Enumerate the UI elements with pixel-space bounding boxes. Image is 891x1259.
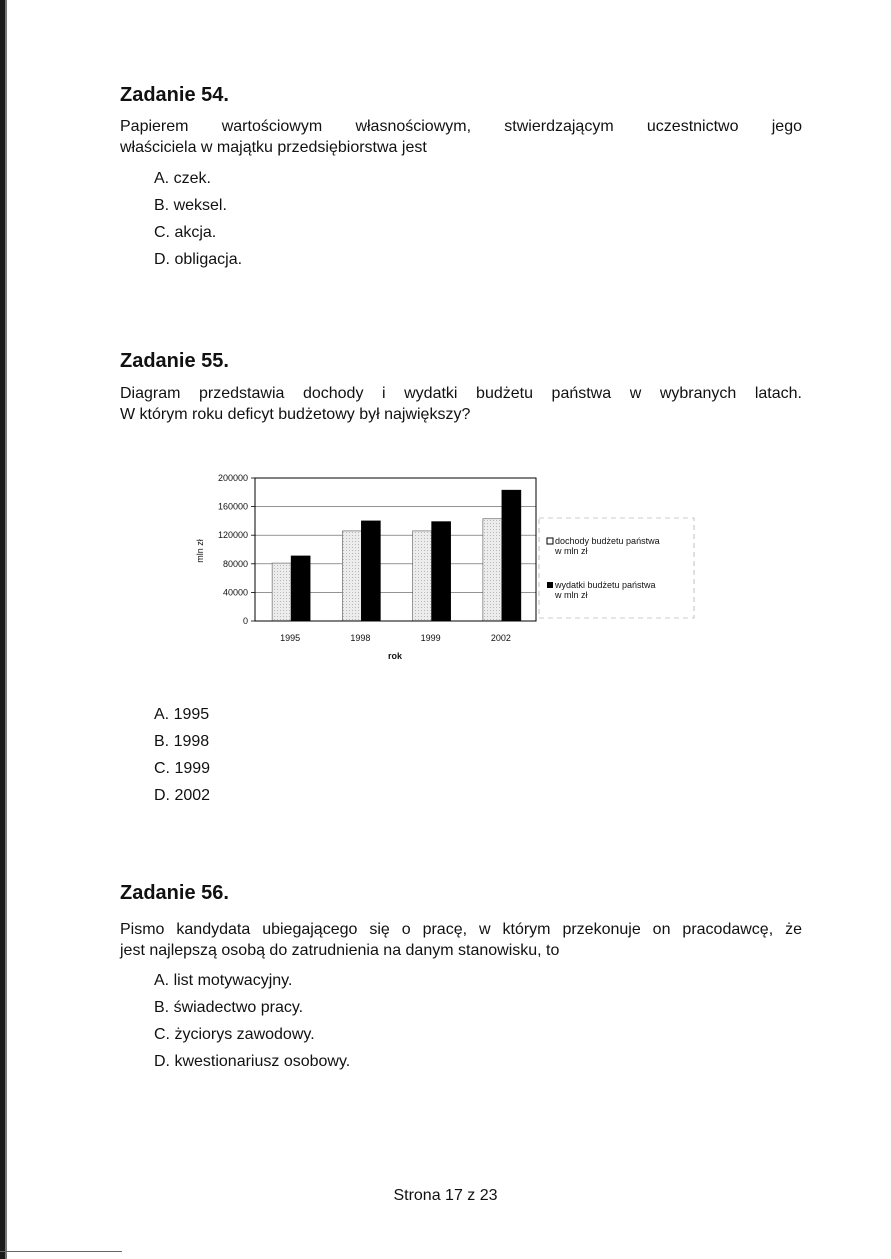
task-55-question-line-1: Diagram przedstawia dochody i wydatki budżetu państwa w wybranych latach. <box>120 385 802 402</box>
task-56-question-line-1: Pismo kandydata ubiegającego się o pracę, w którym przekonuje on pracodawcę, że <box>120 921 802 938</box>
legend-income-line-1: dochody budżetu państwa <box>555 536 660 546</box>
legend-income-line-2: w mln zł <box>555 546 588 556</box>
task-54-option-a[interactable]: A. czek. <box>154 170 211 187</box>
task-55-option-d[interactable]: D. 2002 <box>154 787 211 804</box>
bar-expenses-1995 <box>291 556 310 621</box>
chart-legend <box>539 518 694 618</box>
task-54-question <box>120 116 802 158</box>
bar-income-1998 <box>342 531 361 621</box>
chart-x-axis-label: rok <box>387 651 403 661</box>
y-tick-label: 40000 <box>222 587 248 598</box>
task-54-option-c[interactable]: C. akcja. <box>154 224 217 241</box>
task-54-title: Zadanie 54. <box>120 84 229 106</box>
task-56-option-c[interactable]: C. życiorys zawodowy. <box>154 1026 315 1043</box>
task-54-options <box>154 165 242 273</box>
x-tick-label: 1995 <box>280 633 301 643</box>
bar-income-1999 <box>413 531 432 621</box>
page-number: Strona 17 z 23 <box>393 1187 498 1204</box>
y-tick-label: 120000 <box>217 530 248 541</box>
bar-expenses-2002 <box>502 490 521 621</box>
task-55-question <box>120 383 802 425</box>
task-56-option-d[interactable]: D. kwestionariusz osobowy. <box>154 1053 351 1070</box>
chart-y-ticks <box>218 473 255 626</box>
task-54-option-d[interactable]: D. obligacja. <box>154 251 243 268</box>
task-54-question-line-1: Papierem wartościowym własnościowym, stwierdzającym uczestnictwo jego <box>120 118 802 135</box>
budget-chart <box>190 466 710 676</box>
y-tick-label: 200000 <box>217 473 248 483</box>
chart-x-ticks <box>280 633 511 643</box>
task-56-title: Zadanie 56. <box>120 882 229 904</box>
task-56-option-a[interactable]: A. list motywacyjny. <box>154 972 293 989</box>
task-56-question-line-2: jest najlepszą osobą do zatrudnienia na danym stanowisku, to <box>120 942 560 959</box>
chart-bars <box>272 490 521 621</box>
task-55-options <box>154 701 210 809</box>
y-tick-label: 80000 <box>222 558 248 569</box>
task-56-question <box>120 919 802 961</box>
task-55-option-b[interactable]: B. 1998 <box>154 733 210 750</box>
task-55-title: Zadanie 55. <box>120 350 229 372</box>
y-tick-label: 160000 <box>217 501 248 512</box>
bar-income-2002 <box>483 519 502 621</box>
task-55-question-line-2: W którym roku deficyt budżetowy był największy? <box>120 406 471 423</box>
task-55-option-c[interactable]: C. 1999 <box>154 760 211 777</box>
scan-edge-shade <box>5 0 7 1259</box>
legend-swatch-expenses <box>547 582 553 588</box>
legend-swatch-income <box>547 538 553 544</box>
task-55-option-a[interactable]: A. 1995 <box>154 706 210 723</box>
x-tick-label: 1999 <box>420 633 441 643</box>
task-54-question-line-2: właściciela w majątku przedsiębiorstwa jest <box>120 139 427 156</box>
task-56-option-b[interactable]: B. świadectwo pracy. <box>154 999 304 1016</box>
bar-expenses-1999 <box>432 522 451 621</box>
scan-bottom-line <box>0 1251 122 1252</box>
bar-income-1995 <box>272 563 291 621</box>
legend-expenses-line-2: w mln zł <box>555 590 588 600</box>
legend-expenses-line-1: wydatki budżetu państwa <box>555 580 656 590</box>
bar-expenses-1998 <box>361 521 380 621</box>
y-tick-label: 0 <box>242 616 248 626</box>
x-tick-label: 1998 <box>350 633 371 643</box>
task-54-option-b[interactable]: B. weksel. <box>154 197 227 214</box>
task-56-options <box>154 967 350 1075</box>
chart-y-axis-label: mln zł <box>195 539 205 563</box>
x-tick-label: 2002 <box>490 633 511 643</box>
